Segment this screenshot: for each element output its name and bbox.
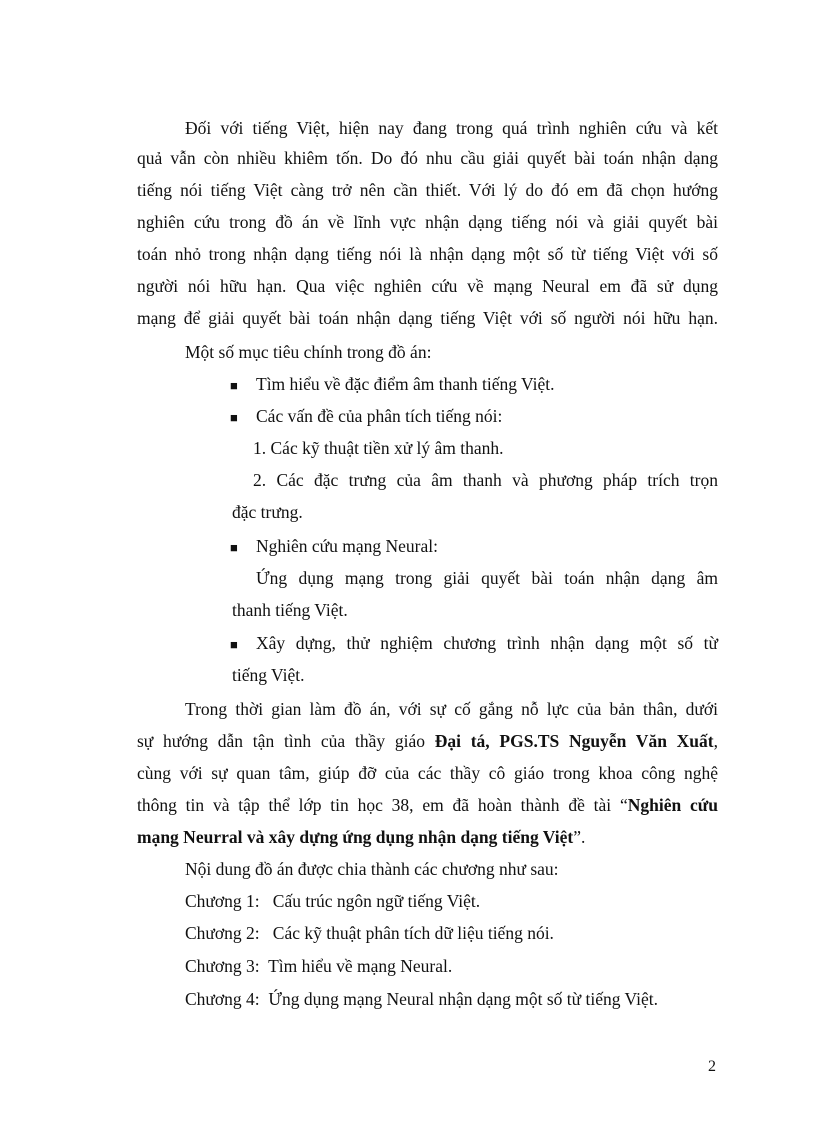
paragraph-text: ,	[713, 731, 718, 751]
bullet-icon: ■	[230, 378, 238, 393]
supervisor-name: Đại tá, PGS.TS Nguyễn Văn Xuất	[434, 731, 714, 751]
paragraph-line	[137, 794, 718, 816]
goal-item-1	[230, 373, 554, 397]
paragraph-text: thông tin và tập thể lớp tin học 38, em đã hoàn thành đề tài “	[137, 795, 628, 815]
goal-item-4	[230, 632, 718, 656]
paragraph-line: người nói hữu hạn. Qua việc nghiên cứu về mạng Neural em đã sử dụng	[137, 276, 718, 296]
goal-item-text: Các vấn đề của phân tích tiếng nói:	[256, 406, 503, 426]
paragraph-line: Trong thời gian làm đồ án, với sự cố gắng nỗ lực của bản thân, dưới	[185, 699, 718, 719]
paragraph-text: sự hướng dẫn tận tình của thầy giáo	[137, 731, 435, 751]
goals-intro: Một số mục tiêu chính trong đồ án:	[185, 342, 432, 362]
paragraph-line: quả vẫn còn nhiều khiêm tốn. Do đó nhu cầu giải quyết bài toán nhận dạng	[137, 148, 718, 168]
goal-item-text: Nghiên cứu mạng Neural:	[256, 536, 438, 556]
paragraph-line	[137, 826, 585, 848]
chapter-item: Chương 3: Tìm hiểu về mạng Neural.	[185, 956, 453, 976]
bullet-icon: ■	[230, 637, 238, 652]
paragraph-line: toán nhỏ trong nhận dạng tiếng nói là nhận dạng một số từ tiếng Việt với số	[137, 244, 718, 264]
paragraph-line: Đối với tiếng Việt, hiện nay đang trong quá trình nghiên cứu và kết	[185, 118, 718, 138]
paragraph-line: tiếng nói tiếng Việt càng trở nên cần thiết. Với lý do đó em đã chọn hướng	[137, 180, 718, 200]
goal-item-4-cont: tiếng Việt.	[232, 665, 305, 685]
goal-item-2	[230, 405, 502, 429]
paragraph-line	[137, 730, 718, 752]
paragraph-line: mạng để giải quyết bài toán nhận dạng tiếng Việt với số người nói hữu hạn.	[137, 308, 718, 328]
goal-item-text: Xây dựng, thử nghiệm chương trình nhận dạng một số từ	[256, 633, 718, 653]
goal-item-text: Tìm hiểu về đặc điểm âm thanh tiếng Việt.	[256, 374, 555, 394]
goal-subitem-1: 1. Các kỹ thuật tiền xử lý âm thanh.	[253, 438, 504, 458]
goal-subitem-2: 2. Các đặc trưng của âm thanh và phương pháp trích trọn	[253, 470, 718, 490]
chapter-item: Chương 1: Cấu trúc ngôn ngữ tiếng Việt.	[185, 891, 481, 911]
goal-item-3-desc-cont: thanh tiếng Việt.	[232, 600, 348, 620]
goal-item-3-desc: Ứng dụng mạng trong giải quyết bài toán nhận dạng âm	[256, 568, 718, 588]
thesis-title: Nghiên cứu	[627, 795, 719, 815]
goal-subitem-2-cont: đặc trưng.	[232, 502, 303, 522]
chapters-intro: Nội dung đồ án được chia thành các chương như sau:	[185, 859, 559, 879]
thesis-title: mạng Neurral và xây dựng ứng dụng nhận dạng tiếng Việt	[137, 827, 574, 847]
page-number: 2	[708, 1058, 716, 1075]
goal-item-3	[230, 535, 438, 559]
paragraph-line: cùng với sự quan tâm, giúp đỡ của các thầy cô giáo trong khoa công nghệ	[137, 763, 718, 783]
chapter-item: Chương 2: Các kỹ thuật phân tích dữ liệu tiếng nói.	[185, 923, 554, 943]
paragraph-text: ”.	[573, 827, 586, 847]
chapter-item: Chương 4: Ứng dụng mạng Neural nhận dạng một số từ tiếng Việt.	[185, 989, 659, 1009]
bullet-icon: ■	[230, 410, 238, 425]
paragraph-line: nghiên cứu trong đồ án về lĩnh vực nhận dạng tiếng nói và giải quyết bài	[137, 212, 718, 232]
bullet-icon: ■	[230, 540, 238, 555]
